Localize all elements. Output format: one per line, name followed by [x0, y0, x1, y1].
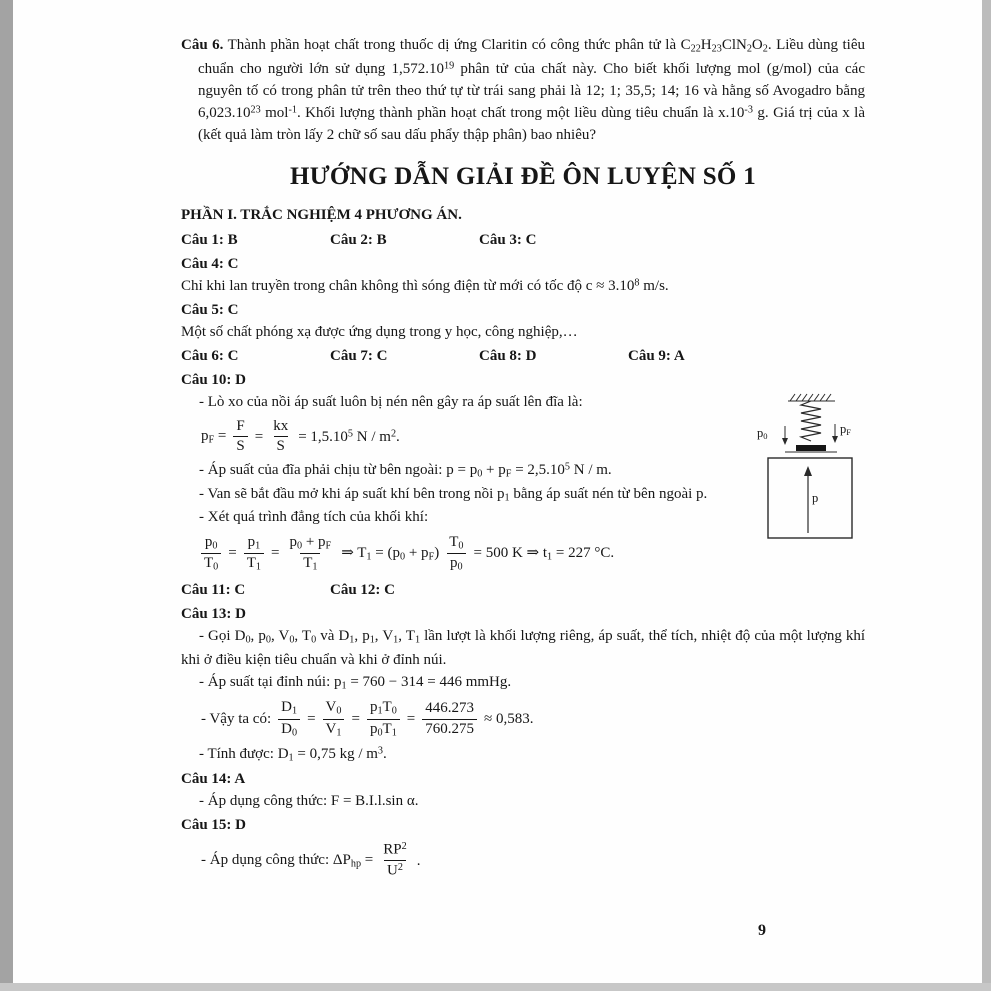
fraction-numerator: $p_1$	[247, 533, 261, 552]
cau13-line1: - Gọi $D_0$, $p_0$, $V_0$, $T_0$ và $D_1$, $p_1$, $V_1$, $T_1$ lần lượt là khối lượng riêng, áp suất, thể tích, nhiệt độ của một lượng khí khi ở điều kiện tiêu chuẩn và khi ở đỉnh núi.	[181, 628, 866, 668]
equals-sign: =	[406, 710, 416, 727]
fraction	[244, 534, 264, 574]
pressure-cooker-figure	[755, 391, 865, 543]
fraction	[286, 534, 334, 574]
answer-cau1: Câu 1: B	[181, 231, 238, 248]
fraction	[278, 699, 300, 739]
fraction	[233, 418, 247, 456]
fraction	[323, 699, 345, 739]
cau10-line4: - Xét quá trình đẳng tích của khối khí:	[199, 509, 429, 526]
part1-heading: PHẦN I. TRẮC NGHIỆM 4 PHƯƠNG ÁN.	[181, 207, 462, 224]
formula-tail: .	[416, 852, 421, 869]
formula-tail: ≈ 0,583.	[484, 710, 534, 727]
question-6-paragraph	[181, 34, 865, 146]
fraction	[270, 418, 291, 456]
answer-cau11: Câu 11: C	[181, 582, 246, 599]
cau13-line3: - Tính được: $D_1 = 0,75$ kg / $m^3$.	[199, 745, 387, 764]
formula-lead: - Áp dụng công thức: $\Delta P_{hp}$ =	[201, 852, 374, 870]
fraction-denominator: S	[233, 436, 247, 455]
page-number: 9	[758, 922, 766, 939]
scan-edge-right	[982, 0, 991, 991]
equals-sign: =	[351, 710, 360, 727]
fraction-numerator: $p_0 + p_F$	[289, 533, 332, 552]
fraction-numerator: $D_1$	[281, 699, 298, 717]
fraction-denominator: $V_1$	[323, 719, 345, 739]
answer-cau4-label: Câu 4: C	[181, 255, 239, 272]
cau5-explanation: Một số chất phóng xạ được ứng dụng trong y học, công nghiệp,…	[181, 323, 578, 340]
fraction	[422, 700, 477, 738]
diagram-label-pF: $p_F$	[840, 421, 851, 437]
answer-cau13-label: Câu 13: D	[181, 606, 247, 623]
fraction-denominator: S	[274, 436, 288, 455]
valve-disc	[796, 445, 826, 451]
cau13-line2: - Áp suất tại đỉnh núi: $p_1 = 760 - 314 = 446$ mmHg.	[199, 673, 512, 692]
fraction-denominator: $T_1$	[300, 553, 320, 573]
fraction-numerator: $p_1T_0$	[369, 699, 397, 717]
page-title: HƯỚNG DẪN GIẢI ĐỀ ÔN LUYỆN SỐ 1	[289, 162, 757, 190]
fraction-denominator: $T_0$	[201, 553, 221, 573]
answer-cau8: Câu 8: D	[479, 347, 537, 364]
cau10-formula-2	[181, 534, 743, 574]
fraction-denominator: $U^2$	[384, 860, 406, 880]
scan-edge-left	[0, 0, 13, 991]
fraction	[367, 699, 400, 739]
diagram-label-p: p	[812, 490, 819, 505]
answer-cau6: Câu 6: C	[181, 347, 239, 364]
spring-icon	[801, 401, 821, 441]
answer-cau9: Câu 9: A	[628, 347, 685, 364]
fraction-denominator: 760.275	[422, 719, 477, 738]
answers-row-1	[181, 229, 865, 251]
formula-mid: ⇒ $T_1 = (p_0 + p_F)$	[341, 544, 440, 563]
fraction-numerator: $T_0$	[449, 533, 464, 552]
answer-cau10-label: Câu 10: D	[181, 371, 247, 388]
answer-cau14-label: Câu 14: A	[181, 771, 246, 788]
scan-edge-bottom	[0, 983, 991, 991]
cau10-solution	[181, 391, 865, 577]
question-6-label: Câu 6.	[181, 37, 224, 53]
fraction-numerator: kx	[273, 417, 289, 434]
fraction-numerator: F	[236, 417, 245, 434]
pot-body	[768, 458, 852, 538]
answer-cau2: Câu 2: B	[330, 231, 387, 248]
cau15-formula-1	[181, 841, 865, 880]
fraction-denominator: $D_0$	[278, 719, 300, 739]
cau10-line2: - Áp suất của đĩa phải chịu từ bên ngoài: $p = p_0 + p_F = 2,5.10^5$ N / m.	[199, 461, 612, 480]
cau14-line1: - Áp dụng công thức: F = B.I.l.sin α.	[199, 793, 419, 810]
answers-row-3	[181, 579, 865, 601]
cau13-formula-1	[181, 699, 865, 739]
answer-cau15-label: Câu 15: D	[181, 817, 247, 834]
equals-sign: =	[254, 428, 264, 445]
equals-sign: =	[307, 710, 316, 727]
answer-cau3: Câu 3: C	[479, 231, 537, 248]
answer-cau5-label: Câu 5: C	[181, 301, 239, 318]
fraction-denominator: $p_0$	[447, 553, 466, 573]
question-6-text: Thành phần hoạt chất trong thuốc dị ứng Claritin có công thức phân tử là $C_{22}H_{23}ClN_2O_2$. Liều dùng tiêu chuẩn cho người lớn sử dụng 1,572.10$^{19}$ phân tử của chất này. Cho biết khối lượng mol (g/mol) của các nguyên tố có trong phân tử trên theo thứ tự từ trái sang phải là 12; 1; 35,5; 14; 16 và hằng số Avogadro bằng 6,023.10$^{23}$ mol$^{-1}$. Khối lượng thành phần hoạt chất trong một liều dùng tiêu chuẩn là $x.10^{-3}$ g. Giá trị của x là (kết quả làm tròn lấy 2 chữ số sau dấu phẩy thập phân) bao nhiêu?	[198, 37, 865, 143]
cau10-formula-1	[181, 418, 743, 456]
formula-tail: = 500 K ⇒ $t_1 = 227$ °C.	[473, 544, 615, 563]
diagram-label-p0: $p_0$	[757, 425, 768, 441]
fraction	[201, 534, 221, 574]
fraction-numerator: $V_0$	[325, 699, 342, 717]
fraction	[446, 534, 466, 574]
cau4-explanation: Chỉ khi lan truyền trong chân không thì sóng điện từ mới có tốc độ $c \approx 3.10^8$ m/s.	[181, 277, 669, 294]
equals-sign: =	[228, 545, 237, 562]
fraction-numerator: 446.273	[425, 700, 475, 717]
fraction-numerator: $p_0$	[204, 533, 218, 552]
pressure-cooker-diagram	[755, 391, 865, 543]
formula-lead: - Vậy ta có:	[201, 710, 272, 727]
answers-row-2	[181, 345, 865, 367]
answer-cau12: Câu 12: C	[330, 582, 396, 599]
cau10-line3: - Van sẽ bắt đầu mở khi áp suất khí bên trong nồi $p_1$ bằng áp suất nén từ bên ngoài p.	[199, 485, 708, 504]
formula-rhs: = $1,5.10^5$ N / $m^2$.	[298, 428, 400, 445]
fraction	[380, 841, 409, 880]
cau10-line1: - Lò xo của nồi áp suất luôn bị nén nên gây ra áp suất lên đĩa là:	[199, 393, 583, 410]
fraction-denominator: $T_1$	[244, 553, 264, 573]
formula-lhs: $p_F$ =	[201, 427, 227, 446]
page-content	[181, 34, 865, 884]
equals-sign: =	[271, 545, 280, 562]
answer-cau7: Câu 7: C	[330, 347, 388, 364]
fraction-denominator: $p_0T_1$	[367, 719, 400, 739]
fraction-numerator: $RP^2$	[383, 841, 407, 859]
